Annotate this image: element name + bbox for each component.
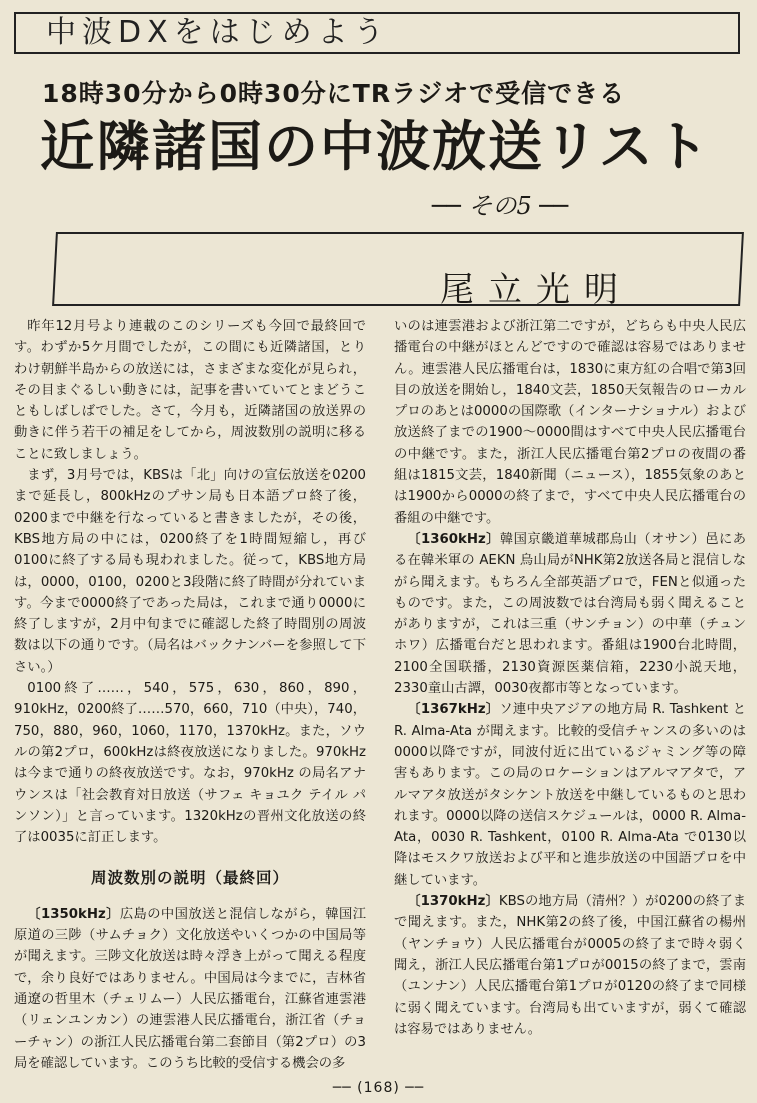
right-column: [394, 316, 746, 1076]
entry-text-1370: KBSの地方局（清州？）が0200の終了まで聞えます。また，NHK第2の終了後，中国江蘇省の楊州（ヤンチョウ）人民広播電台が0005の終了まで時々弱く聞え，浙江人民広播電台第1プロが0015の終了まで，雲南（ユンナン）人民広播電台第1プロが0120の終了まで同様に弱く聞えています。台湾局も出ていますが，弱くて確認は容易ではありません。: [394, 894, 746, 1037]
series-title-box: [14, 12, 740, 54]
freq-label-1370: 〔1370kHz〕: [407, 894, 499, 910]
author-name: 尾立光明: [440, 270, 632, 310]
freq-label-1350: 〔1350kHz〕: [27, 906, 120, 922]
entry-text-1350: 広島の中国放送と混信しながら，韓国江原道の三陟（サムチョク）文化放送やいくつかの中国局等が聞えます。三陟文化放送は時々浮き上がって聞える程度で，余り良好ではありません。中国局は今までに，吉林省通遼の哲里木（チェリムー）人民広播電台，江蘇省連雲港（リェンユンカン）の連雲港人民広播電台，浙江省（チョーチャン）の浙江人民広播電台第二套節目（第2プロ）の3局を確認しています。このうち比較的受信する機会の多: [14, 906, 366, 1071]
part-number: ── その5 ──: [432, 192, 569, 220]
kbs-paragraph: まず，3月号では，KBSは「北」向けの宣伝放送を0200まで延長し，800kHzのプサン局も日本語プロ終了後，0200まで中継を行なっていると書きましたが，その後，KBS地方局の中には，0200終了を1時間短縮し，再び0100に終了する局も現われました。従って，KBS地方局は，0000，0100，0200と3段階に終了時間が分れています。今まで0000終了であった局は，これまで通り0000に終了しますが，2月中旬までに確認した終了時間別の周波数は以下の通りです。（局名はバックナンバーを参照して下さい。）: [14, 468, 366, 675]
entry-text-1367: ソ連中央アジアの地方局 R. Tashkent と R. Alma-Ata が聞えます。比較的受信チャンスの多いのは0000以降ですが，同波付近に出ているジャミング等の障害もあります。この局のロケーションはアルマアタで，アルマアタ放送がタシケント放送を中継しているものと思われます。0000以降の送信スケジュールは，0000 R. Alma-Ata，0030 R. Tashkent，0100 R. Alma-Ata で0130以降はモスクワ放送および平和と進歩放送の中国語プロを中継しています。: [394, 702, 746, 888]
series-title: 中波DXをはじめよう: [46, 15, 390, 50]
intro-paragraph: 昨年12月号より連載のこのシリーズも今回で最終回です。わずか5ケ月間でしたが，この間にも近隣諸国，とりわけ朝鮮半島からの放送には，さまざまな変化が見られ，その目まぐるしい動きには，記事を書いていてとまどうこともしばしばでした。さて，今月も，近隣諸国の放送界の動きに伴う若干の補足をしてから，周波数別の説明に移ることに致しましょう。: [14, 319, 366, 462]
entry-1350: [14, 904, 366, 1074]
author-box: [52, 232, 744, 306]
kbs-list-paragraph: 0100終了……，540，575，630，860，890，910kHz，0200終了……570，660，710（中央），740，750，880，960，1060，1170，1370kHz。また，ソウルの第2プロ，600kHzは終夜放送になりました。970kHz は今まで通りの終夜放送です。なお，970kHz の局名アナウンスは「社会教育対日放送（サフェ キョユク テイル パンソン）」と言っています。1320kHzの晋州文化放送の終了は0035に訂正します。: [14, 681, 366, 846]
freq-label-1360: 〔1360kHz〕: [407, 531, 500, 547]
page-number: ── (168) ──: [332, 1080, 425, 1096]
article-title: 近隣諸国の中波放送リスト: [40, 115, 711, 178]
entry-1367: [394, 699, 746, 891]
freq-label-1367: 〔1367kHz〕: [407, 702, 500, 718]
subtitle: 18時30分から0時30分にTRラジオで受信できる: [42, 79, 626, 108]
section-heading: 周波数別の説明（最終回）: [90, 869, 289, 888]
entry-1370: [394, 891, 746, 1040]
entry-1360: [394, 529, 746, 699]
left-column: [14, 316, 366, 1076]
continued-paragraph: いのは連雲港および浙江第二ですが，どちらも中央人民広播電台の中継がほとんどですので確認は容易ではありません。連雲港人民広播電台は，1830に東方紅の合唱で第3回目の放送を開始し，1840文芸，1850天気報告のローカルプロのあとは0000の国際歌（インターナショナル）および放送終了までの1900〜0000間はすべて中央人民広播電台の中継です。また，浙江人民広播電台第2プロの夜間の番組は1815文芸，1840新聞（ニュース），1855気象のあとは1900から0000の終了まで，すべて中央人民広播電台の番組の中継です。: [394, 319, 746, 526]
entry-text-1360: 韓国京畿道華城郡烏山（オサン）邑にある在韓米軍の AEKN 烏山局がNHK第2放送各局と混信しながら聞えます。もちろん全部英語プロで，FENと似通ったものです。また，この周波数では台湾局も弱く聞えることがありますが，これは三重（サンチョン）の中華（チュンホワ）広播電台だと思われます。番組は1900台北時間，2100全国联播，2130資源医薬信箱，2230小説天地，2330童山古譚，0030夜都市等となっています。: [394, 531, 746, 697]
